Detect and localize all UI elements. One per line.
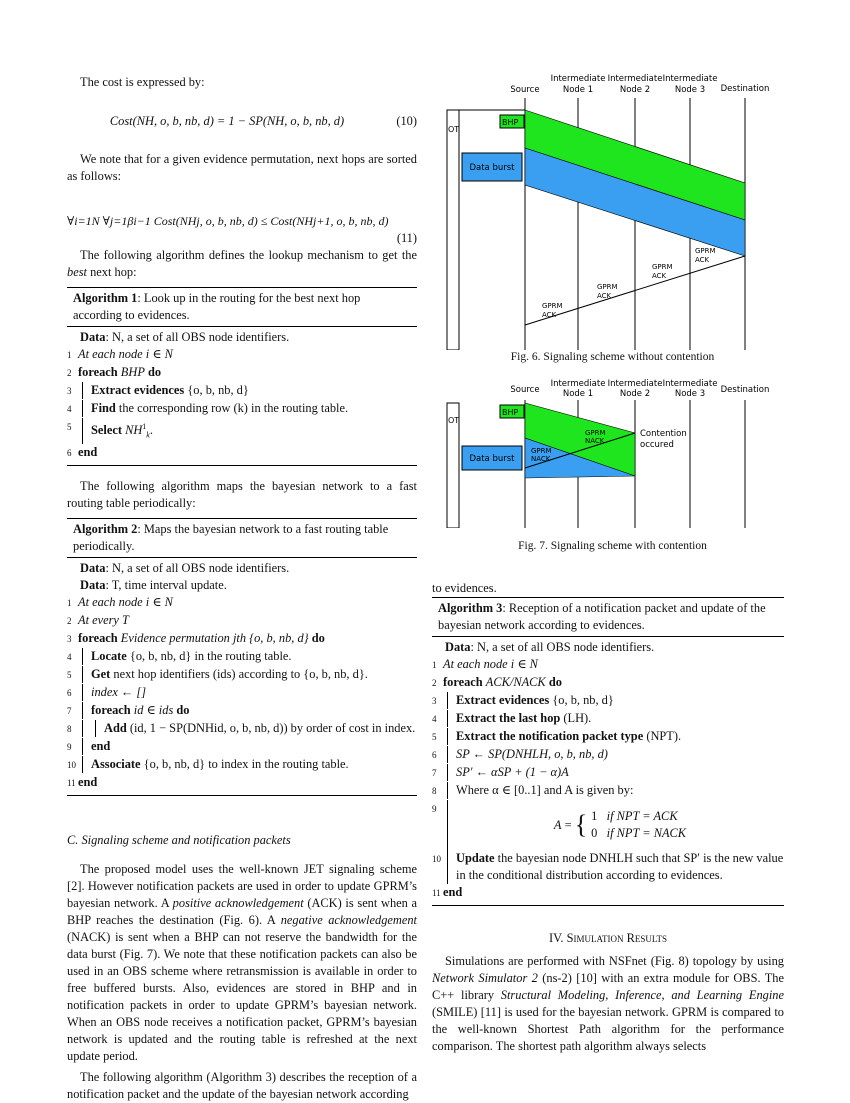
text: (NACK) is sent when a BHP can not reserve the bandwidth for the data burst (Fig. 7). We note that these notification packets can also be used in an OBS scheme where retransmission is available in order to free buffered bursts. Also, evidences are stored in BHP and in notification packets in order to update GPRM’s bayesian network. When an OBS node receives a notification packet, GPRM’s bayesian network is updated and the routing table is refreshed at the next update period. [67, 929, 417, 1063]
label-node1-b: Node 1 [562, 389, 594, 399]
label-destination: Destination [720, 84, 770, 94]
equation-10 [67, 113, 417, 130]
algo-line: 1 At each node i ∈ N [67, 594, 417, 612]
signaling-diagram-6 [440, 70, 785, 350]
label-node3-a: Intermediate [662, 74, 718, 84]
keyword: Select [91, 423, 122, 438]
algo-line: 11 end [67, 774, 417, 792]
bhp-label: BHP [502, 118, 519, 127]
algorithm-data [67, 560, 417, 577]
keyword: do [548, 675, 562, 689]
right-column [432, 580, 784, 1055]
keyword: foreach [91, 702, 131, 717]
left-column [67, 74, 417, 1103]
algo-line [67, 364, 417, 382]
data-text: : N, a set of all OBS node identifiers. [470, 640, 655, 654]
line-text: At each node i ∈ N [443, 657, 538, 671]
algorithm-3 [432, 597, 784, 906]
equation-body: Cost(NH, o, b, nb, d) = 1 − SP(NH, o, b, nb, d) [109, 114, 345, 128]
line-text: (id, 1 − SP(DNHid, o, b, nb, d)) by order of cost in index. [129, 720, 416, 735]
emphasis: negative acknowledgement [280, 912, 417, 927]
algo-line: 2 At every T [67, 612, 417, 630]
algo-line: 9 A = { 1 if NPT = ACK 0 if NPT = NACK [432, 800, 784, 850]
label-node2-a: Intermediate [607, 74, 663, 84]
algorithm-title [67, 288, 417, 327]
keyword: foreach [78, 630, 118, 645]
keyword: Locate [91, 648, 127, 663]
line-number: 6 [67, 447, 72, 458]
line-text: (NPT). [646, 729, 682, 743]
keyword: Get [91, 666, 111, 681]
label-destination: Destination [720, 385, 770, 395]
contention-label-2: occured [640, 440, 674, 450]
line-number: 3 [67, 386, 72, 396]
data-text: : N, a set of all OBS node identifiers. [105, 330, 290, 344]
case-value: 0 [591, 826, 598, 840]
emphasis: best [67, 265, 87, 279]
data-text: : N, a set of all OBS node identifiers. [105, 560, 290, 575]
line-text: {o, b, nb, d} [187, 383, 249, 397]
algorithm-title [432, 598, 784, 637]
line-text: Evidence permutation jth {o, b, nb, d} [120, 630, 309, 645]
paragraph: to evidences. [432, 581, 497, 595]
ack-label-1b: ACK [695, 256, 710, 264]
keyword: Associate [91, 756, 141, 771]
ack-label-4b: ACK [542, 311, 557, 319]
case-condition: if NPT = NACK [606, 826, 687, 840]
ack-label-4: GPRM [542, 302, 563, 310]
line-text: {o, b, nb, d} [552, 693, 614, 707]
keyword: do [176, 702, 190, 717]
label-node1-a: Intermediate [550, 74, 606, 84]
equation-11 [67, 213, 417, 230]
algorithm-data [432, 639, 784, 656]
paragraph [67, 861, 417, 1065]
burst-label: Data burst [469, 163, 515, 173]
case-condition: if NPT = ACK [606, 809, 678, 823]
nack-label-2: GPRM [531, 447, 552, 455]
text: The following algorithm defines the lookup mechanism to get the [80, 248, 417, 262]
line-text: NH [125, 423, 143, 438]
label-source: Source [510, 85, 540, 95]
nack-label-2b: NACK [531, 455, 551, 463]
paragraph: The following algorithm (Algorithm 3) describes the reception of a notification packet and the update of the bayesian network according [67, 1069, 417, 1101]
case-value: 1 [591, 809, 598, 823]
ot-label: OT [448, 125, 460, 134]
algo-line: 10 Associate {o, b, nb, d} to index in the routing table. [67, 756, 417, 774]
contention-label: Contention [640, 429, 687, 439]
keyword: end [78, 444, 98, 459]
keyword: Extract the notification packet type [456, 729, 644, 743]
algo-line: 6 SP ← SP(DNHLH, o, b, nb, d) [432, 746, 784, 764]
keyword: Extract the last hop [456, 711, 561, 725]
data-label: Data [80, 330, 106, 344]
text: (ACK) is sent when a BHP reaches the destination (Fig. 6). A [67, 895, 418, 927]
algorithm-data [67, 577, 417, 594]
algorithm-2 [67, 518, 417, 796]
ack-label-2: GPRM [652, 263, 673, 271]
algorithm-label: Algorithm 2 [73, 521, 138, 536]
emphasis: positive acknowledgement [172, 895, 304, 910]
paragraph: The cost is expressed by: [80, 75, 205, 89]
algo-line: 6 index ← [] [67, 684, 417, 702]
algo-line: 8 Where α ∈ [0..1] and A is given by: [432, 782, 784, 800]
paragraph [432, 953, 784, 1055]
line-number: 5 [67, 422, 72, 432]
algo-line [67, 382, 417, 400]
line-text: At each node i ∈ N [78, 347, 173, 361]
ack-label-3b: ACK [597, 292, 612, 300]
line-text: SP′ ← αSP + (1 − α)A [447, 764, 784, 781]
data-text: : T, time interval update. [105, 577, 227, 592]
algo-line: 4 Locate {o, b, nb, d} in the routing table. [67, 648, 417, 666]
line-number: 4 [67, 404, 72, 414]
paragraph: We note that for a given evidence permutation, next hops are sorted as follows: [67, 152, 417, 183]
line-text: ACK/NACK [485, 675, 546, 689]
emphasis: Network Simulator 2 [432, 971, 538, 985]
figure-7-caption: Fig. 7. Signaling scheme with contention [518, 540, 707, 552]
signaling-diagram-7 [440, 378, 785, 528]
algo-line [67, 444, 417, 462]
ack-label-3: GPRM [597, 283, 618, 291]
line-text: index ← [] [82, 684, 417, 701]
keyword: Update [456, 851, 495, 865]
keyword: do [311, 630, 325, 645]
data-label: Data [80, 577, 106, 592]
keyword: end [82, 738, 417, 755]
equation-body: ∀i=1N ∀j=1βi−1 Cost(NHj, o, b, nb, d) ≤ Cost(NHj+1, o, b, nb, d) [67, 214, 389, 228]
line-number: 2 [67, 368, 72, 378]
ot-label: OT [448, 416, 460, 425]
ack-label-2b: ACK [652, 272, 667, 280]
label-node3-b: Node 3 [674, 389, 706, 399]
line-text: At every T [78, 612, 129, 627]
figure-6 [440, 70, 785, 350]
line-text: At each node i ∈ N [78, 594, 173, 609]
text: Simulations are performed with NSFnet (Fig. 8) topology by using [445, 954, 784, 968]
algorithm-caption: : Look up in the routing for the best next hop according to evidences. [73, 291, 361, 322]
algo-line: 2 foreach ACK/NACK do [432, 675, 562, 689]
algo-line: 5 Extract the notification packet type (NPT). [432, 728, 784, 746]
keyword: end [443, 885, 463, 899]
algo-line [67, 346, 417, 364]
algorithm-1 [67, 287, 417, 466]
line-text: the corresponding row (k) in the routing table. [118, 401, 349, 415]
keyword: do [148, 365, 162, 379]
line-text: {o, b, nb, d} to index in the routing table. [143, 756, 349, 771]
data-label: Data [445, 640, 471, 654]
algo-line: 9 end [67, 738, 417, 756]
figure-6-caption: Fig. 6. Signaling scheme without contention [510, 351, 715, 363]
keyword: end [78, 774, 98, 789]
ot-box [447, 110, 459, 350]
algo-line: 5 Select $NH^1_k$. [67, 418, 417, 444]
label-source: Source [510, 385, 540, 395]
algo-line: 5 Get next hop identifiers (ids) according to {o, b, nb, d}. [67, 666, 417, 684]
paragraph: The following algorithm maps the bayesian network to a fast routing table periodically: [67, 478, 417, 510]
label-node3-b: Node 3 [674, 85, 706, 95]
cases-equation: A = { 1 if NPT = ACK 0 if NPT = NACK [553, 809, 687, 840]
figure-7 [440, 378, 785, 528]
text: (SMILE) [11] is used for the bayesian network. GPRM is compared to the well-known Shortest Path algorithm for the performance comparison. The shortest path algorithm always selects [432, 1005, 784, 1053]
section-heading: C. Signaling scheme and notification packets [67, 832, 291, 847]
label-node2-b: Node 2 [619, 389, 651, 399]
nack-label-1b: NACK [585, 437, 605, 445]
line-text: (LH). [563, 711, 592, 725]
label-node1-a: Intermediate [550, 379, 606, 389]
text: (ns-2) [10] with an extra module for OBS. The C++ library [432, 971, 784, 1002]
algorithm-label: Algorithm 1 [73, 291, 138, 305]
line-text: Where α ∈ [0..1] and A is given by: [447, 782, 784, 799]
burst-label: Data burst [469, 454, 515, 464]
line-text: SP ← SP(DNHLH, o, b, nb, d) [447, 746, 784, 763]
algo-line: 11 end [432, 884, 784, 902]
label-node1-b: Node 1 [562, 85, 594, 95]
algo-line: 1 At each node i ∈ N [432, 656, 784, 674]
algo-line: 10 Update the bayesian node DNHLH such that SP′ is the new value in the conditional distribution according to evidences. [432, 851, 784, 882]
equation-number: (11) [396, 231, 417, 245]
label-node2-b: Node 2 [619, 85, 651, 95]
line-text: id ∈ ids [133, 702, 174, 717]
line-text: next hop identifiers (ids) according to {o, b, nb, d}. [113, 666, 368, 681]
line-text: {o, b, nb, d} in the routing table. [129, 648, 292, 663]
algo-line: 7 foreach id ∈ ids do [67, 702, 417, 720]
algorithm-title [67, 519, 417, 558]
ack-label-1: GPRM [695, 247, 716, 255]
line-text: the bayesian node DNHLH such that SP′ is the new value in the conditional distribution according to evidences. [456, 851, 784, 882]
algorithm-data [67, 329, 417, 346]
keyword: Find [91, 401, 116, 415]
keyword: Extract evidences [91, 383, 185, 397]
algo-line: 3 Extract evidences {o, b, nb, d} [432, 692, 784, 710]
algo-line: 8 Add (id, 1 − SP(DNHid, o, b, nb, d)) by order of cost in index. [67, 720, 416, 735]
algo-line: 7 SP′ ← αSP + (1 − α)A [432, 764, 784, 782]
line-text: BHP [120, 365, 145, 379]
data-label: Data [80, 560, 106, 575]
text: The proposed model uses the well-known JET signaling scheme [2]. However notification packets are used in order to update GPRM’s bayesian network. A [67, 861, 417, 910]
label-node2-a: Intermediate [607, 379, 663, 389]
bhp-label: BHP [502, 408, 519, 417]
algorithm-caption: : Reception of a notification packet and update of the bayesian network according to evidences. [438, 601, 766, 632]
nack-label-1: GPRM [585, 429, 606, 437]
algo-line: 3 foreach Evidence permutation jth {o, b, nb, d} do [67, 630, 325, 645]
algo-line [67, 400, 417, 418]
line-number: 1 [67, 350, 72, 360]
keyword: foreach [443, 675, 483, 689]
keyword: foreach [78, 365, 118, 379]
algo-line: 4 Extract the last hop (LH). [432, 710, 784, 728]
label-node3-a: Intermediate [662, 379, 718, 389]
algorithm-caption: : Maps the bayesian network to a fast routing table periodically. [73, 521, 389, 553]
algorithm-label: Algorithm 3 [438, 601, 503, 615]
emphasis: Structural Modeling, Inference, and Learning Engine [500, 988, 784, 1002]
paragraph [67, 247, 417, 281]
keyword: Add [104, 720, 127, 735]
keyword: Extract evidences [456, 693, 550, 707]
text: next hop: [90, 265, 137, 279]
section-heading: IV. Simulation Results [548, 931, 668, 945]
equation-number: (10) [396, 114, 417, 128]
